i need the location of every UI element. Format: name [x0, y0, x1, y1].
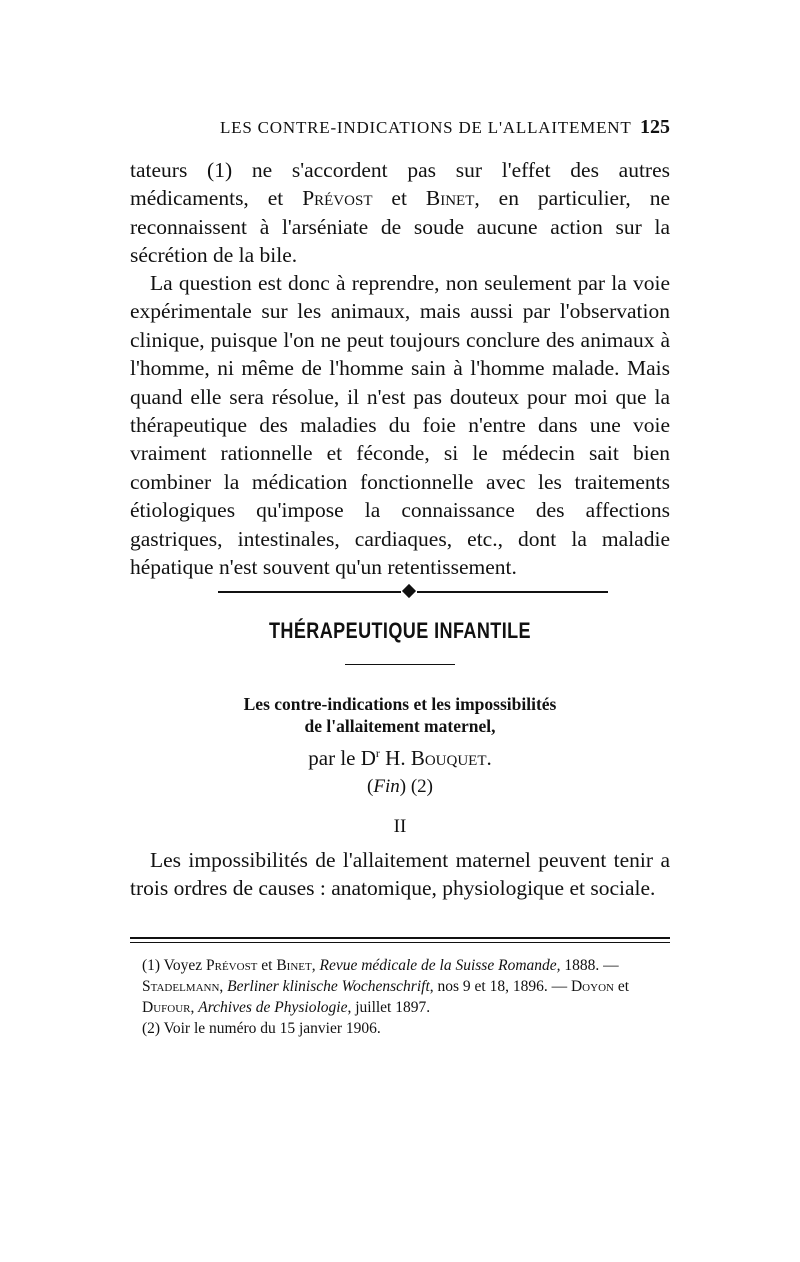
page-header — [130, 118, 670, 144]
divider-line-right — [417, 591, 608, 593]
paragraph-3 — [130, 846, 670, 903]
footnotes — [130, 955, 670, 1039]
short-rule — [345, 664, 455, 665]
continuation-note: (Fin) (2) — [367, 776, 433, 797]
fin-word: Fin — [373, 776, 400, 797]
article-author — [0, 746, 800, 771]
paragraph-1 — [130, 156, 670, 270]
footnote-ref-2: (2) — [410, 776, 433, 797]
author-name-prevost: Prévost — [302, 186, 373, 211]
diamond-icon — [402, 584, 416, 598]
p1-text-c: , en particulier, ne reconnaissent à l'arséniate de soude aucune action sur la sécrétion de la bile. — [130, 186, 670, 268]
author-prefix: par le D — [308, 746, 376, 770]
p1-text-a: tateurs (1) ne s'accordent pas sur l'effet des autres médicaments, et — [130, 158, 670, 211]
section-title: THÉRAPEUTIQUE INFANTILE — [268, 618, 531, 643]
footnote-separator — [130, 937, 670, 943]
p1-text-b: et — [372, 186, 426, 211]
author-name: H. Bouquet. — [385, 746, 492, 770]
article-title-line-2: de l'allaitement maternel, — [304, 716, 496, 736]
section-number: II — [393, 816, 407, 837]
section-divider-ornament — [218, 585, 608, 599]
page-number: 125 — [640, 116, 670, 138]
paragraph-2-text: La question est donc à reprendre, non seulement par la voie expérimentale sur les animaux, mais aussi par l'observation clinique, puisque l'on ne peut toujours conclure des animaux à l'homme, ni même de l'homme sain à l'homme malade. Mais quand elle sera résolue, il n'est pas douteux pour moi que la thérapeutique des maladies du foie n'entre dans une voie vraiment rationnelle et féconde, si le médecin sait bien combiner la médication fonctionnelle avec les traitements étiologiques qu'impose la connaissance des affections gastriques, intestinales, cardiaques, etc., dont la maladie hépatique n'est souvent qu'un retentissement. — [130, 271, 670, 580]
paragraph-2 — [130, 269, 670, 581]
divider-line-left — [218, 591, 401, 593]
paragraph-3-text: Les impossibilités de l'allaitement maternel peuvent tenir a trois ordres de causes : anatomique, physiologique et sociale. — [130, 848, 670, 901]
footnote-1: (1) Voyez Prévost et Binet, Revue médicale de la Suisse Romande, 1888. — Stadelmann, Berliner klinische Wochenschrift, nos 9 et 18, 1896. — Doyon et Dufour, Archives de Physiologie, juillet 1897. — [142, 957, 630, 1016]
running-title: LES CONTRE-INDICATIONS DE L'ALLAITEMENT — [220, 118, 632, 137]
article-title — [0, 693, 800, 737]
author-name-binet: Binet — [425, 186, 475, 211]
footnote-2: (2) Voir le numéro du 15 janvier 1906. — [142, 1020, 381, 1037]
author-title-superscript: r — [375, 746, 380, 760]
article-title-line-1: Les contre-indications et les impossibilités — [243, 694, 557, 714]
